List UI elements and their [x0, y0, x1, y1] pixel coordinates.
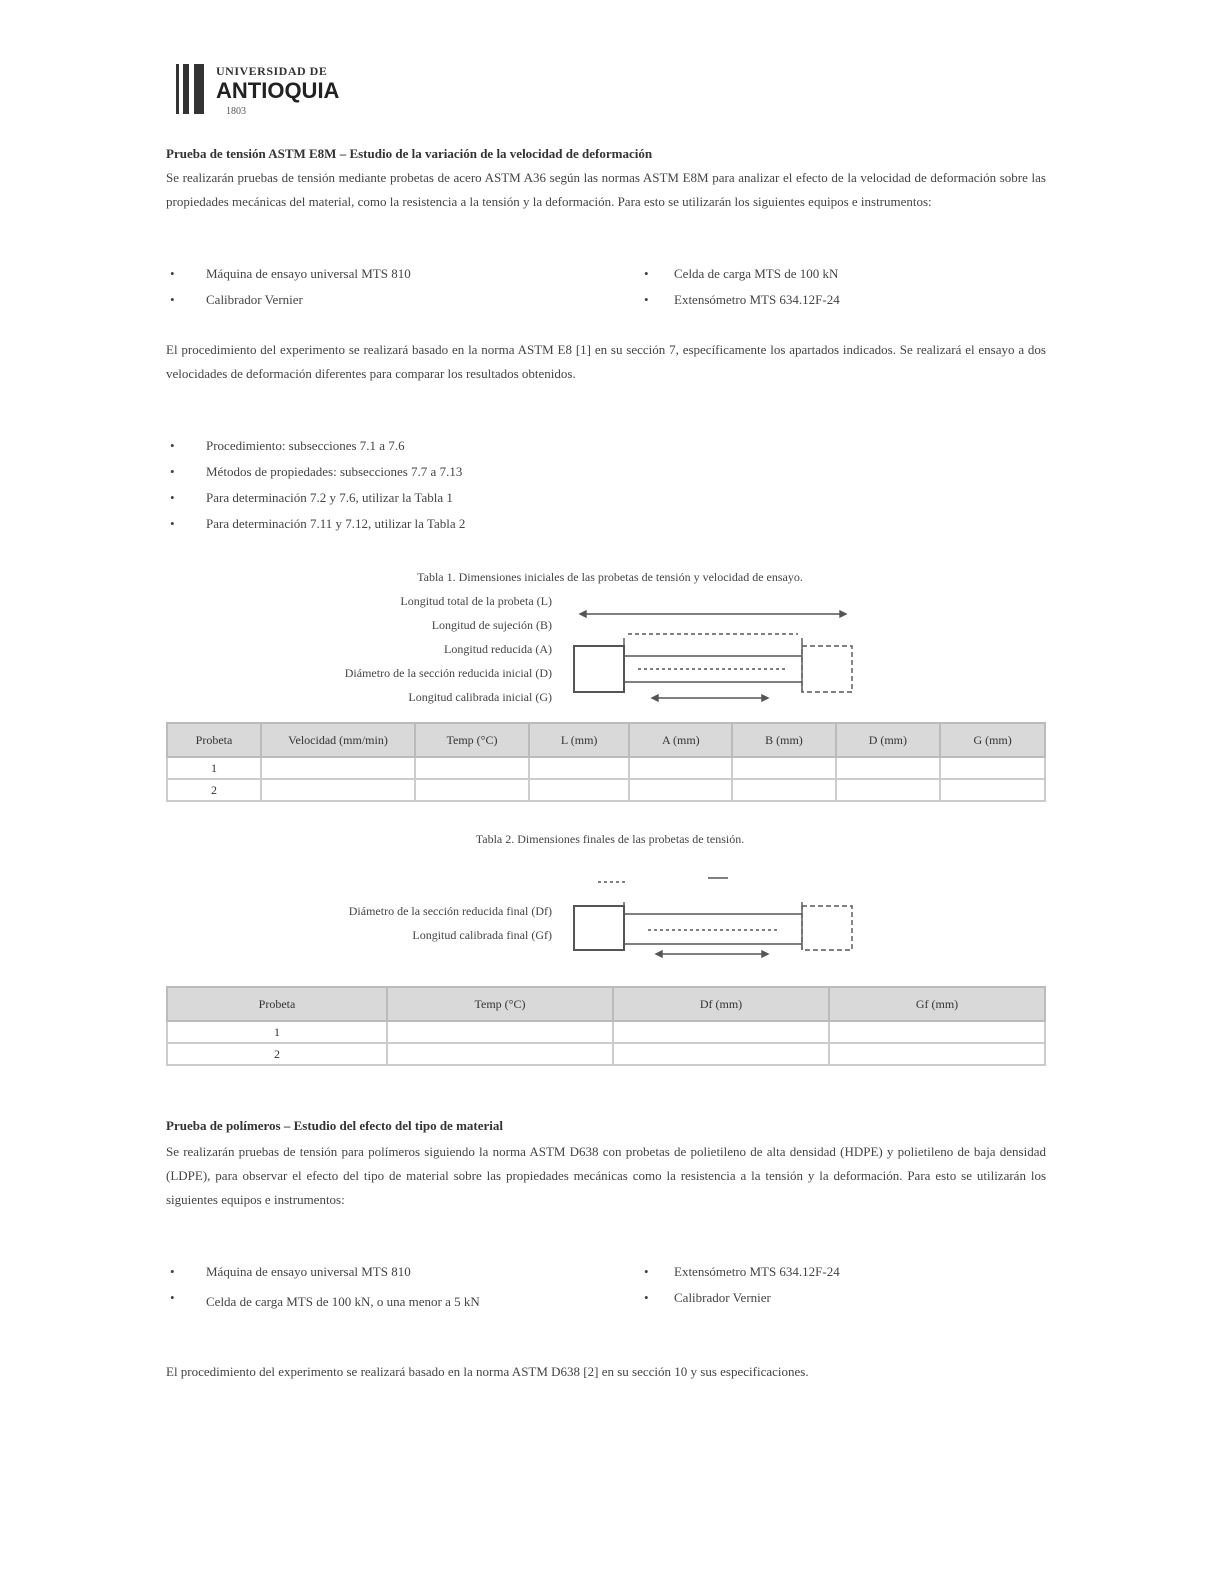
list-item: • Máquina de ensayo universal MTS 810 • Celda de carga MTS de 100 kN	[170, 266, 839, 281]
table-cell[interactable]	[940, 757, 1045, 779]
table-cell[interactable]	[732, 779, 835, 801]
table-cell[interactable]	[829, 1021, 1045, 1043]
list-item: • Métodos de propiedades: subsecciones 7.7 a 7.13	[170, 464, 463, 479]
table-cell[interactable]	[613, 1021, 829, 1043]
section1-intro: Se realizarán pruebas de tensión mediante probetas de acero ASTM A36 según las normas ASTM E8M para analizar el efecto de la velocidad de deformación sobre las propiedades mecánicas del material, como la resistencia a la tensión y la deformación. Para esto se utilizarán los siguientes equipos e instrumentos:	[166, 170, 1046, 209]
table2	[166, 986, 1046, 1066]
table-header: D (mm)	[836, 723, 941, 757]
table-cell[interactable]	[829, 1043, 1045, 1065]
table-cell[interactable]	[732, 757, 835, 779]
table2-caption: Tabla 2. Dimensiones finales de las probetas de tensión.	[475, 832, 745, 846]
table1-label-initial-gauge: Longitud calibrada inicial (G)	[408, 690, 552, 704]
table-header: B (mm)	[732, 723, 835, 757]
table-cell[interactable]	[387, 1043, 613, 1065]
section2-equipment-list	[166, 1264, 1046, 1338]
section2-procedure: El procedimiento del experimento se realizará basado en la norma ASTM D638 [2] en su sección 10 y sus especificaciones.	[166, 1364, 809, 1379]
table1-label-initial-diameter: Diámetro de la sección reducida inicial (D)	[344, 666, 552, 680]
table2-label-final-gauge: Longitud calibrada final (Gf)	[412, 928, 552, 942]
table-cell[interactable]	[529, 779, 629, 801]
section2-heading: Prueba de polímeros – Estudio del efecto del tipo de material	[166, 1118, 504, 1133]
table-cell[interactable]	[261, 757, 415, 779]
table-cell: 1	[167, 1021, 387, 1043]
table2-label-final-diameter: Diámetro de la sección reducida final (Df)	[348, 904, 552, 918]
section2-intro: Se realizarán pruebas de tensión para polímeros siguiendo la norma ASTM D638 con probetas de polietileno de alta densidad (HDPE) y polietileno de baja densidad (LDPE), para observar el efecto del tipo de material sobre las propiedades mecánicas como la resistencia a la tensión y la deformación. Para esto se utilizarán los siguientes equipos e instrumentos:	[166, 1144, 1046, 1207]
table-header: Probeta	[167, 723, 261, 757]
table-cell[interactable]	[836, 757, 941, 779]
table-cell[interactable]	[415, 779, 529, 801]
table1-caption: Tabla 1. Dimensiones iniciales de las probetas de tensión y velocidad de ensayo.	[417, 570, 803, 584]
logo-text-line1: UNIVERSIDAD DE	[216, 64, 328, 78]
table1-label-grip-length: Longitud de sujeción (B)	[431, 618, 552, 632]
table-header: L (mm)	[529, 723, 629, 757]
table-row	[167, 1043, 1045, 1065]
list-item: • Celda de carga MTS de 100 kN, o una menor a 5 kN • Calibrador Vernier	[170, 1290, 771, 1309]
table-header: Probeta	[167, 987, 387, 1021]
table1-label-total-length: Longitud total de la probeta (L)	[400, 594, 552, 608]
list-item: • Para determinación 7.11 y 7.12, utilizar la Tabla 2	[170, 516, 466, 531]
section1-steps-list	[166, 438, 1046, 542]
section1-heading: Prueba de tensión ASTM E8M – Estudio de la variación de la velocidad de deformación	[166, 146, 653, 161]
table-header: Temp (°C)	[387, 987, 613, 1021]
table-header: Gf (mm)	[829, 987, 1045, 1021]
table-header: Velocidad (mm/min)	[261, 723, 415, 757]
logo-mark-icon	[174, 64, 208, 114]
list-item: • Máquina de ensayo universal MTS 810 • Extensómetro MTS 634.12F-24	[170, 1264, 840, 1279]
list-item: • Para determinación 7.2 y 7.6, utilizar la Tabla 1	[170, 490, 453, 505]
table-header-row	[167, 987, 1045, 1021]
table-cell: 2	[167, 1043, 387, 1065]
table-header: Temp (°C)	[415, 723, 529, 757]
table-cell[interactable]	[415, 757, 529, 779]
table-cell[interactable]	[629, 757, 732, 779]
list-item: • Calibrador Vernier • Extensómetro MTS 634.12F-24	[170, 292, 840, 307]
table-header: Df (mm)	[613, 987, 829, 1021]
table1	[166, 722, 1046, 802]
table-cell[interactable]	[387, 1021, 613, 1043]
logo-text-line3: 1803	[226, 106, 246, 117]
specimen-final-diagram	[568, 856, 858, 976]
table-row	[167, 1021, 1045, 1043]
list-item: • Procedimiento: subsecciones 7.1 a 7.6	[170, 438, 405, 453]
table-cell[interactable]	[529, 757, 629, 779]
table-row	[167, 779, 1045, 801]
university-logo	[174, 62, 344, 124]
table1-label-reduced-length: Longitud reducida (A)	[444, 642, 552, 656]
table-header-row	[167, 723, 1045, 757]
table-row	[167, 757, 1045, 779]
table-cell[interactable]	[613, 1043, 829, 1065]
specimen-initial-diagram	[568, 596, 858, 712]
section1-equipment-list	[166, 266, 1046, 318]
section1-procedure: El procedimiento del experimento se realizará basado en la norma ASTM E8 [1] en su sección 7, específicamente los apartados indicados. Se realizará el ensayo a dos velocidades de deformación diferentes para comparar los resultados obtenidos.	[166, 342, 1046, 381]
logo-text-line2: ANTIOQUIA	[216, 78, 340, 103]
table-cell[interactable]	[261, 779, 415, 801]
table-header: A (mm)	[629, 723, 732, 757]
table-cell: 2	[167, 779, 261, 801]
table-cell[interactable]	[629, 779, 732, 801]
table-cell[interactable]	[836, 779, 941, 801]
table-header: G (mm)	[940, 723, 1045, 757]
table-cell[interactable]	[940, 779, 1045, 801]
table-cell: 1	[167, 757, 261, 779]
